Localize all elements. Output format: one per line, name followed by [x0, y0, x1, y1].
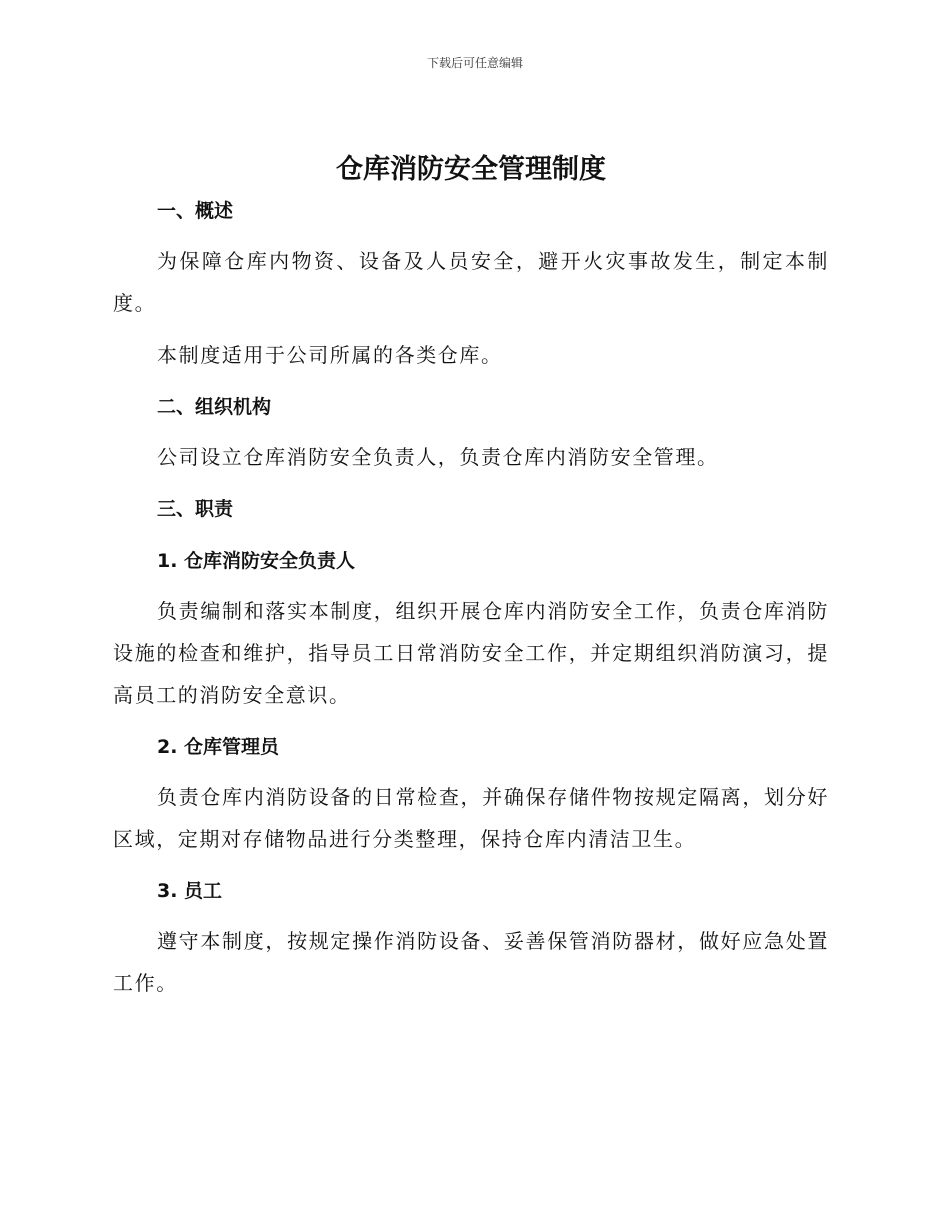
overview-paragraph-2: 本制度适用于公司所属的各类仓库。: [157, 343, 503, 367]
organization-paragraph-1: 公司设立仓库消防安全负责人，负责仓库内消防安全管理。: [157, 445, 719, 469]
section-heading-organization: 二、组织机构: [157, 396, 272, 418]
duty-text-safety-officer: 负责编制和落实本制度，组织开展仓库内消防安全工作，负责仓库消防设施的检查和维护，指导员工日常消防安全工作，并定期组织消防演习，提高员工的消防安全意识。: [113, 599, 829, 707]
duty-text-staff: 遵守本制度，按规定操作消防设备、妥善保管消防器材，做好应急处置工作。: [113, 929, 829, 995]
document-page: [113, 150, 829, 1004]
duty-heading-safety-officer: 1. 仓库消防安全负责人: [157, 550, 356, 572]
duty-heading-staff: 3. 员工: [157, 880, 223, 902]
section-heading-overview: 一、概述: [157, 200, 234, 222]
section-heading-duties: 三、职责: [157, 498, 234, 520]
duty-text-warehouse-manager: 负责仓库内消防设备的日常检查，并确保存储件物按规定隔离，划分好区域，定期对存储物品进行分类整理，保持仓库内清洁卫生。: [113, 785, 829, 851]
duty-heading-warehouse-manager: 2. 仓库管理员: [157, 736, 280, 758]
header-note: 下载后可任意编辑: [426, 56, 523, 70]
overview-paragraph-1: 为保障仓库内物资、设备及人员安全，避开火灾事故发生，制定本制度。: [113, 249, 829, 315]
document-title: 仓库消防安全管理制度: [336, 154, 606, 185]
